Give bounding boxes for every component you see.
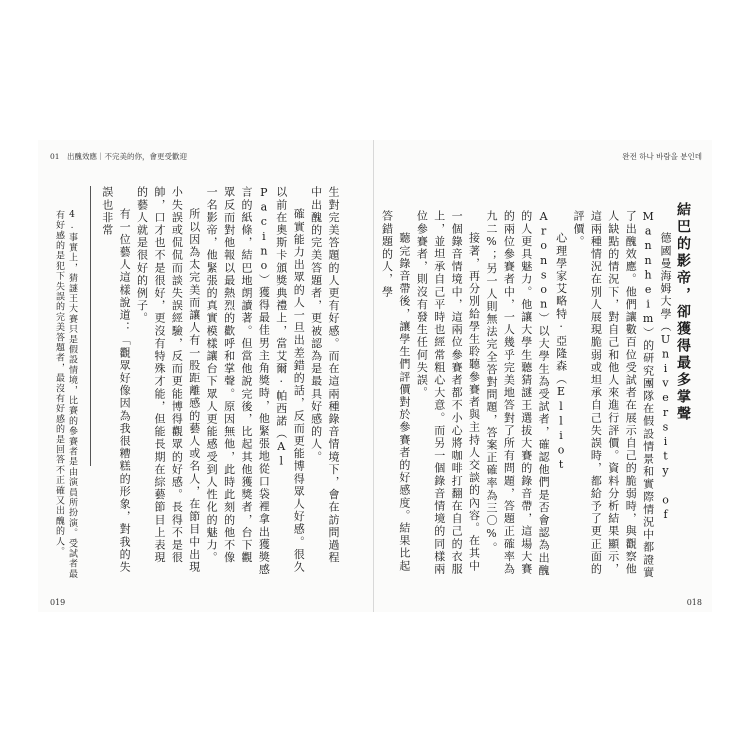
running-header-right: 완전 하나 바람을 분인데 xyxy=(622,152,702,161)
paragraph: 有一位藝人這樣說道：「觀眾好像因為我很糟糕的形象，對我的失誤也非常 xyxy=(100,186,132,574)
footnote xyxy=(52,210,78,580)
paragraph: 德國曼海姆大學（University of Mannheim）的研究團隊在假設情景和實際情況中都證實了出醜效應。他們讓數百位受試者在展示自己的脆弱時，與觀察他人缺點的情況下，對自己和他人來進行評價。資料分析結果顯示，這兩種情況在別人展現脆弱或坦承自己失誤時，都給予了更正面的評價。 xyxy=(571,210,672,579)
right-page-body xyxy=(380,210,674,580)
paragraph: 所以因為太完美而讓人有一股距離感的藝人或名人，在節目中出現小失誤或侃侃而談失誤經驗，反而更能博得觀眾的好感。長得不是很帥，口才也不是很好，更沒有特殊才能，但能長期在綜藝節目上表現的藝人就是很好的例子。 xyxy=(135,186,201,574)
paragraph: 確實能力出眾的人一旦出差錯的話，反而更能博得眾人好感。很久以前在奧斯卡頒獎典禮上，當艾爾·帕西諾（Al Pacino）獲得最佳男主角獎時，他緊張地從口袋裡拿出獲獎感言的紙條，結巴地朗讀著。但當他說完後，比起其他獲獎者，台下觀眾反而對他報以最熱烈的歡呼和掌聲。原因無他，此時此刻的他不像一名影帝，他緊張的真實模樣讓台下眾人更能感受到人性化的魅力。 xyxy=(205,186,306,576)
running-header-left: 01 出醜效應｜不完美的你，會更受歡迎 xyxy=(50,152,188,161)
left-page-body xyxy=(78,186,342,576)
section-title: 結巴的影帝，卻獲得最多掌聲 xyxy=(675,202,691,423)
page-number-right: 018 xyxy=(686,598,702,607)
footnote-text: 事實上，猜謎王大賽只是假設情境，比賽的參賽者是由演員所扮演。受試者最有好感的是犯下失誤的完美答題者，最沒有好感的是回答不正確又出醜的人。 xyxy=(54,210,77,580)
paragraph: 心理學家艾略特·亞隆森（Elliot Aronson）以大學生為受試者，確認他們是否會認為出醜的人更具魅力。他讓大學生聽猜謎王選拔大賽的錄音帶，這場大賽的兩位參賽者中，一人幾乎完美地答對了所有問題，答題正確率為九二%；另一人則無法完全答對問題，答案正確率為三〇%。 xyxy=(484,210,568,577)
page-gutter xyxy=(373,140,374,612)
paragraph: 生對完美答題的人更有好感。而在這兩種錄音情境下，會在訪問過程中出醜的完美答題者，更被認為是最具好感的人。 xyxy=(309,186,340,564)
paragraph: 聽完錄音帶後，讓學生們評價對於參賽者的好感度。結果比起答錯題的人，學 xyxy=(380,210,411,573)
paragraph: 接著，再分別給學生聆聽參賽者與主持人交談的內容。在其中一個錄音情境中，這兩位參賽者都不小心將咖啡打翻在自己的衣服上，並坦承自己平時也經常粗心大意。而另一個錄音情境的同樣兩位參賽者，則沒有發生任何失誤。 xyxy=(415,210,481,576)
footnote-rule xyxy=(90,186,91,466)
footnote-marker: 4. xyxy=(67,210,77,233)
page-number-left: 019 xyxy=(50,598,66,607)
